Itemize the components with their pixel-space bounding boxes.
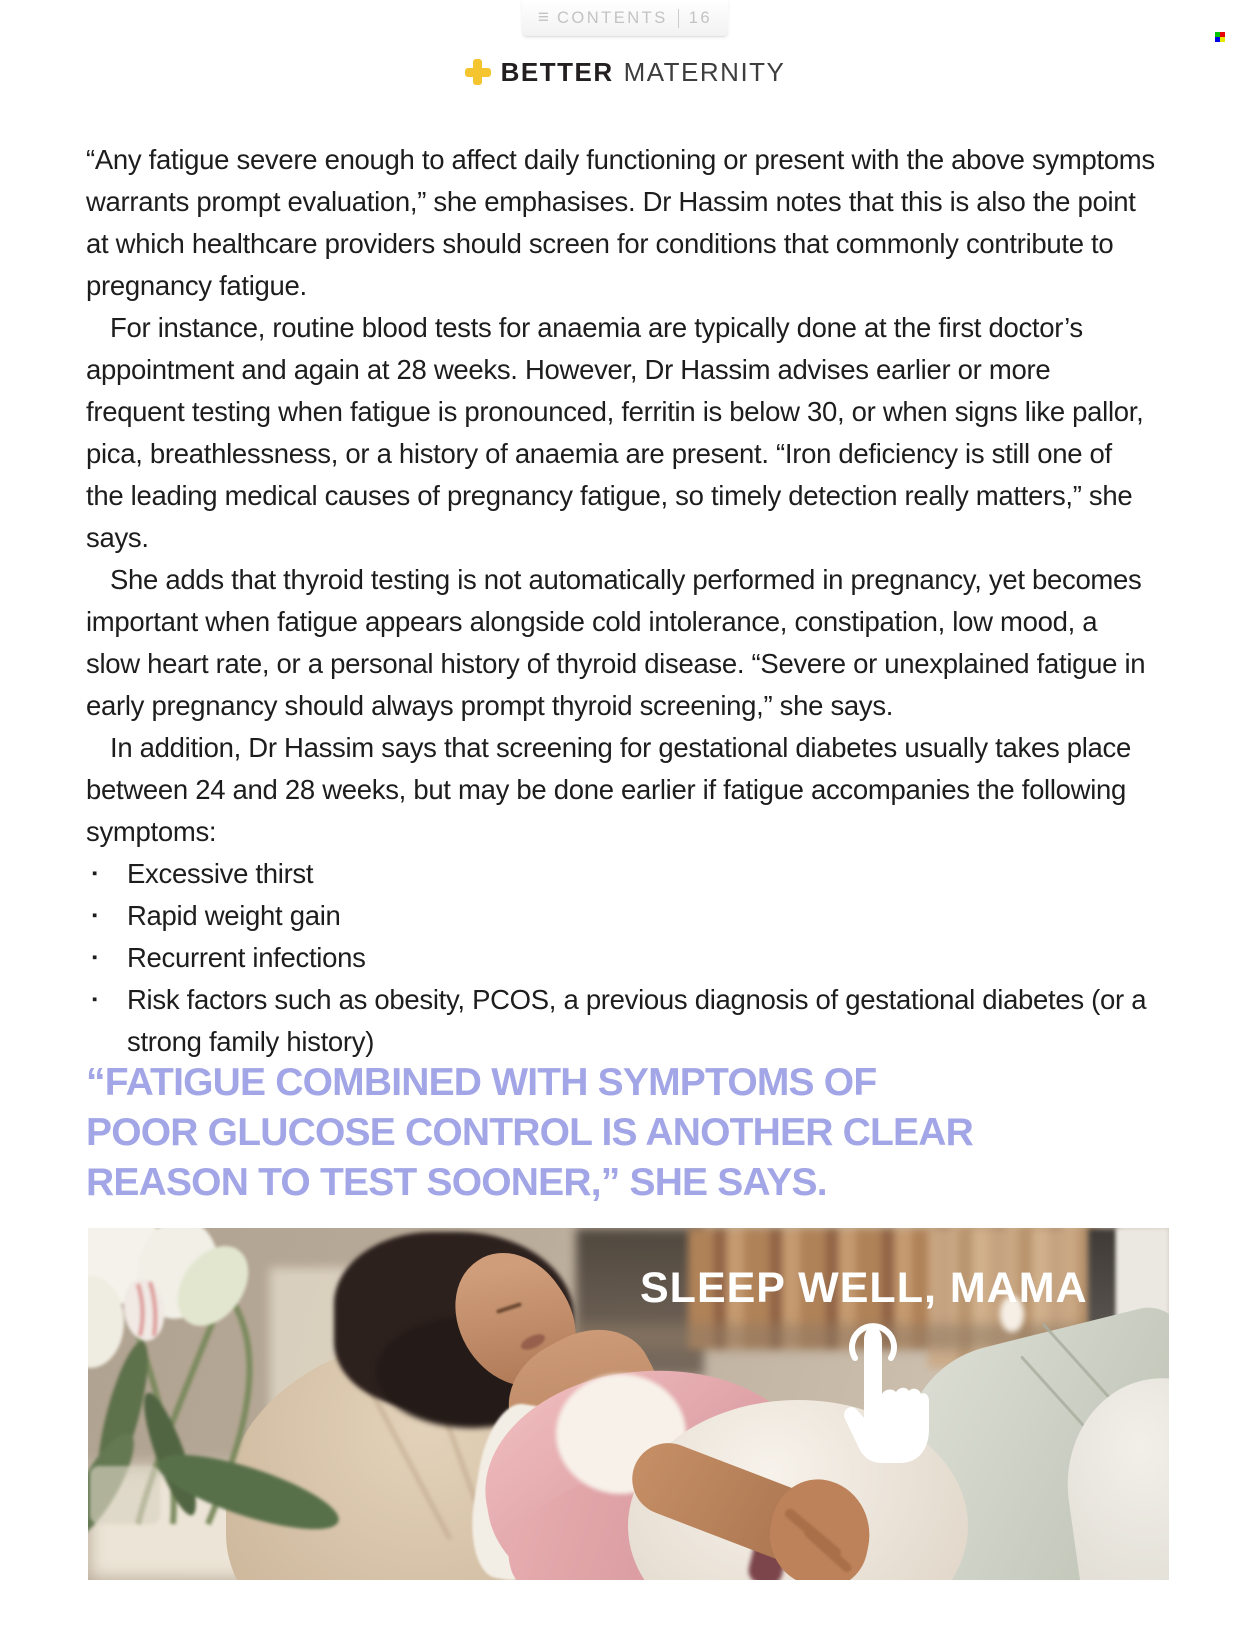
symptom-list [86,853,1156,1063]
list-item-text: Excessive thirst [127,858,314,889]
list-item-text: Recurrent infections [127,942,366,973]
plus-icon [465,59,491,85]
brand-bold-text: BETTER [500,56,614,87]
bullet-icon: ▪ [92,991,98,1008]
pull-quote-line: POOR GLUCOSE CONTROL IS ANOTHER CLEAR [86,1111,973,1154]
article-body [86,139,1156,1063]
brand-logo [0,55,1250,89]
list-item-text: Rapid weight gain [127,900,341,931]
mark-yellow [1220,37,1225,42]
pull-quote-line: “FATIGUE COMBINED WITH SYMPTOMS OF [86,1061,877,1104]
contents-divider [678,9,679,28]
color-registration-mark-icon [1215,32,1225,42]
paragraph: In addition, Dr Hassim says that screening for gestational diabetes usually takes place between 24 and 28 weeks, but may be done earlier if fatigue accompanies the following symptoms: [86,732,1131,847]
brand-light-text: MATERNITY [623,56,786,87]
tap-hand-icon[interactable] [828,1316,940,1474]
bullet-icon: ▪ [92,949,98,966]
bullet-icon: ▪ [92,865,98,882]
contents-page-number: 16 [688,8,713,27]
paragraph: She adds that thyroid testing is not automatically performed in pregnancy, yet becomes important when fatigue appears alongside cold intolerance, constipation, low mood, a slow heart rate, or a personal history of thyroid disease. “Severe or unexplained fatigue in early pregnancy should always prompt thyroid screening,” she says. [86,564,1146,721]
contents-button[interactable] [522,0,728,37]
contents-label: CONTENTS [556,8,668,27]
list-item [86,895,1156,937]
pull-quote [86,1058,1196,1208]
paragraph: For instance, routine blood tests for anaemia are typically done at the first doctor’s appointment and again at 28 weeks. However, Dr Hassim advises earlier or more frequent testing when fatigue is pronounced, ferritin is below 30, or when signs like pallor, pica, breathlessness, or a history of anaemia are present. “Iron deficiency is still one of the leading medical causes of pregnancy fatigue, so timely detection really matters,” she says. [86,312,1144,553]
bullet-icon: ▪ [92,907,98,924]
pull-quote-line: REASON TO TEST SOONER,” SHE SAYS. [86,1161,827,1204]
paragraph: “Any fatigue severe enough to affect daily functioning or present with the above symptoms warrants prompt evaluation,” she emphasises. Dr Hassim notes that this is also the point at which healthcare providers should screen for conditions that commonly contribute to pregnancy fatigue. [86,144,1155,301]
list-item [86,937,1156,979]
menu-icon: ≡ [537,7,549,28]
list-item-text: Risk factors such as obesity, PCOS, a previous diagnosis of gestational diabetes (or a strong family history) [127,984,1147,1057]
plus-icon-bar [473,59,482,85]
list-item [86,853,1156,895]
list-item [86,979,1156,1063]
sleep-well-banner[interactable] [88,1228,1169,1580]
tulip-bouquet [88,1228,423,1576]
banner-headline: SLEEP WELL, MAMA [640,1264,1088,1312]
